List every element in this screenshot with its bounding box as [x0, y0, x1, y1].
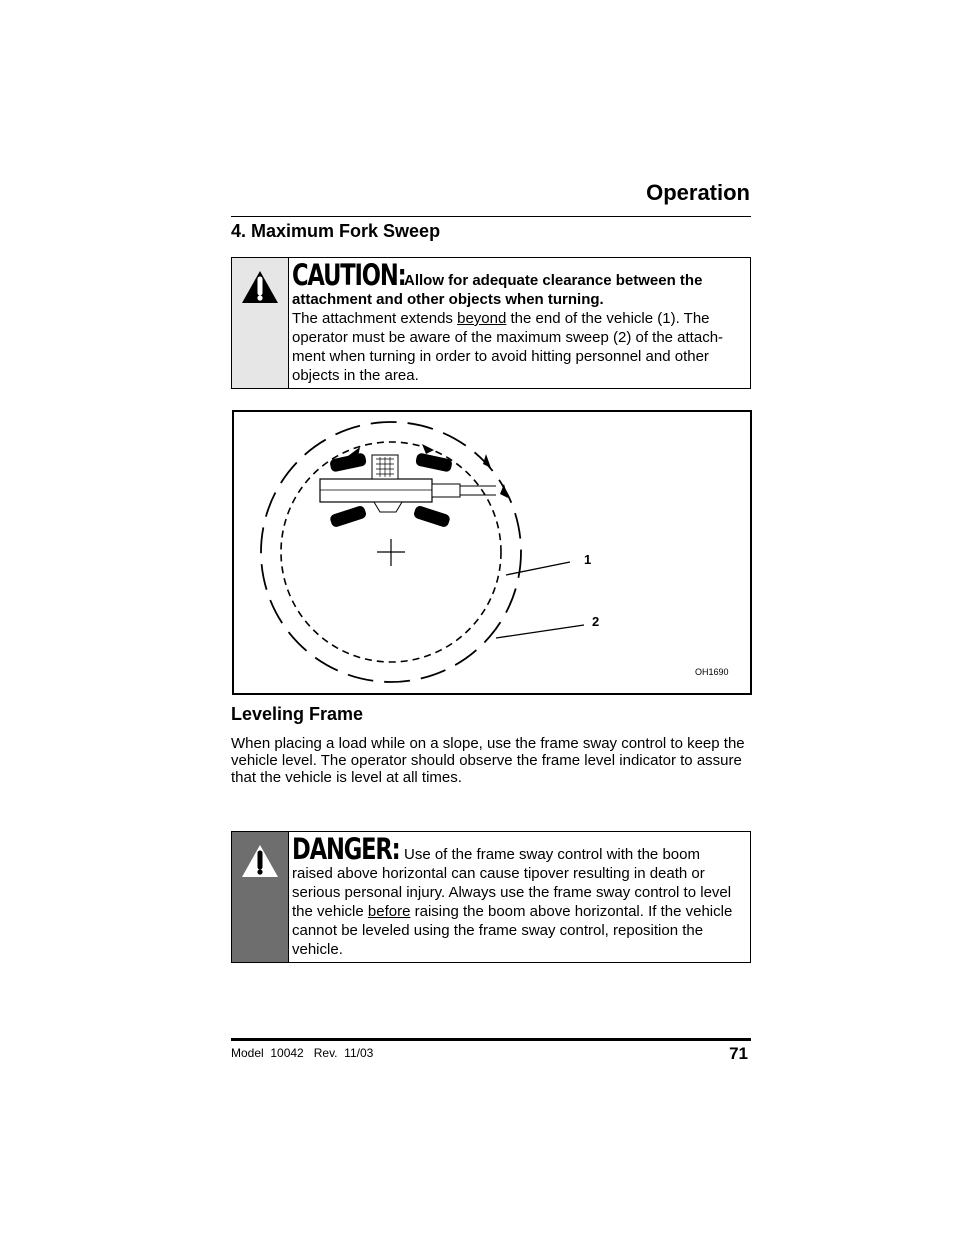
vehicle-drawing	[320, 452, 496, 528]
warning-triangle-icon	[239, 268, 281, 306]
leveling-heading: Leveling Frame	[231, 704, 364, 724]
footer-model-rev: Model 10042 Rev. 11/03	[231, 1046, 374, 1060]
warning-triangle-icon	[239, 842, 281, 880]
page-number: 71	[729, 1044, 748, 1063]
section-title: Operation	[646, 180, 750, 205]
caution-box	[231, 257, 751, 389]
arrow-2	[422, 444, 434, 454]
danger-signal-word: DANGER:	[292, 832, 400, 866]
caution-bold-text: Allow for adequate clearance between the attachment and other objects when turning.	[292, 272, 703, 308]
danger-text-after: raising the boom above horizontal. If the vehicle cannot be leveled using the frame sway control, reposition the vehicle.	[292, 903, 733, 958]
sweep-figure	[232, 410, 752, 695]
arrow-3	[483, 454, 491, 468]
leader-line-2	[496, 625, 584, 638]
caution-text	[292, 260, 744, 385]
callout-1: 1	[584, 552, 592, 567]
danger-text	[292, 834, 744, 959]
caution-icon-panel	[232, 258, 289, 388]
danger-icon-panel	[232, 832, 289, 962]
caution-signal-word: CAUTION:	[292, 258, 406, 292]
danger-text-before: Use of the frame sway control with the boom raised above horizontal can cause tipover resulting in death or serious personal injury. Always use the frame sway control to level the vehicle	[292, 846, 732, 920]
subsection-heading: 4. Maximum Fork Sweep	[231, 221, 441, 241]
footer-rule	[231, 1038, 751, 1041]
caution-text-before: The attachment extends	[292, 310, 458, 327]
fork-sweep-diagram	[234, 412, 750, 693]
leader-line-1	[506, 562, 570, 575]
danger-box	[231, 831, 751, 963]
callout-2: 2	[592, 614, 600, 629]
caution-underlined-word: beyond	[457, 310, 507, 327]
danger-underlined-word: before	[367, 903, 411, 920]
header-rule	[231, 216, 751, 217]
figure-id: OH1690	[695, 667, 729, 677]
caution-text-after: the end of the vehicle (1). The operator must be aware of the maximum sweep (2) of the attach-ment when turning in order to avoid hitting personnel and other objects in the area.	[292, 310, 724, 384]
leveling-paragraph: When placing a load while on a slope, use the frame sway control to keep the vehicle level. The operator should observe the frame level indicator to assure that the vehicle is level at all times.	[231, 735, 745, 786]
